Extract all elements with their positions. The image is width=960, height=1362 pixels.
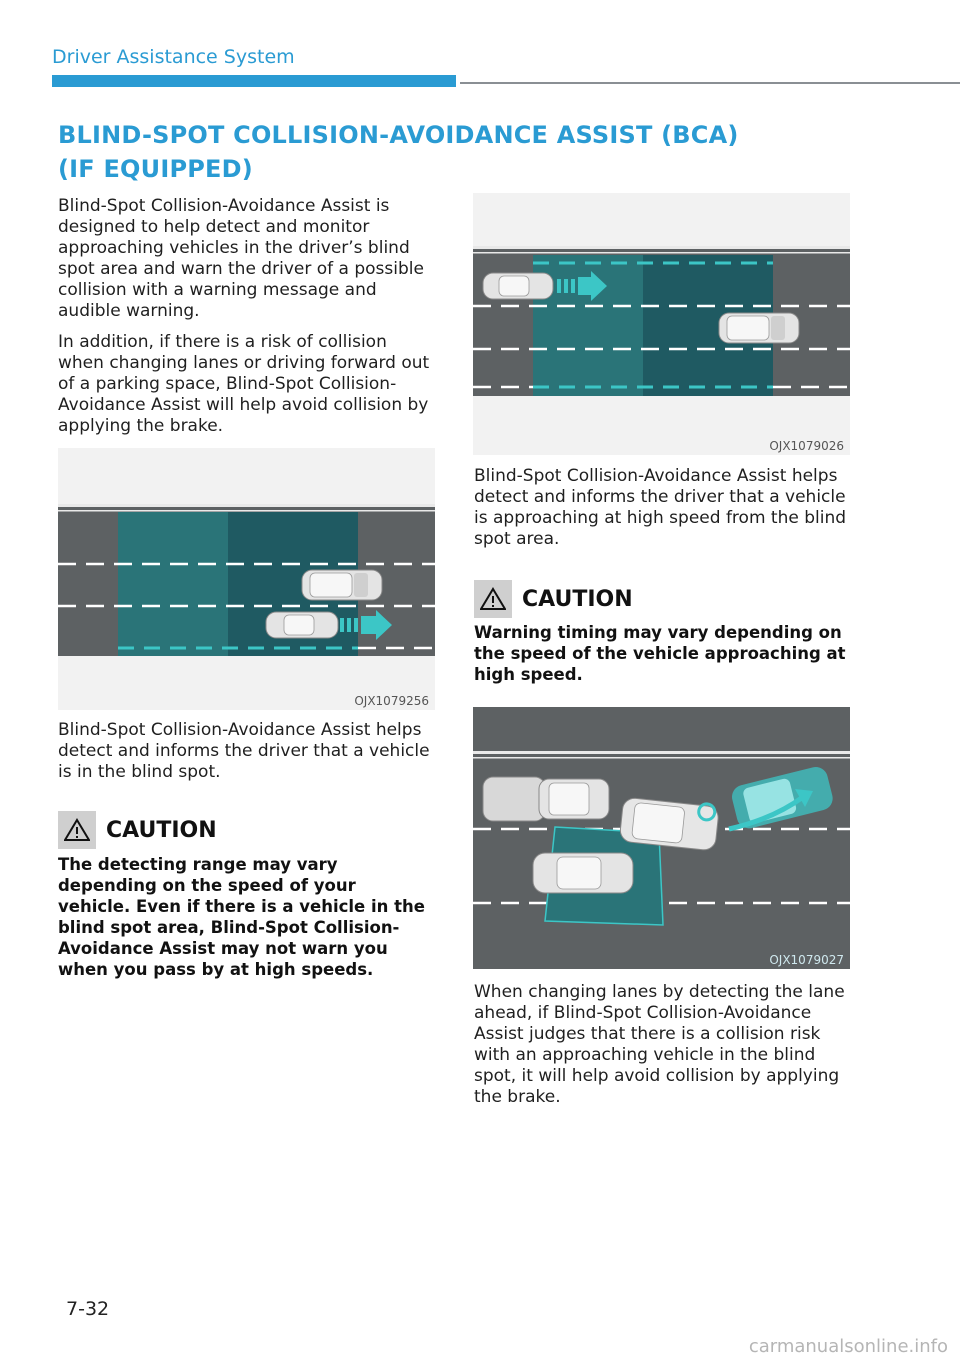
title-line-1: BLIND-SPOT COLLISION-AVOIDANCE ASSIST (BCA) [58,121,739,149]
caution-label: CAUTION [522,586,633,612]
figure-lane-change-braking [473,707,850,969]
title-line-2: (IF EQUIPPED) [58,155,253,183]
header-accent-bar [52,75,456,87]
section-header: Driver Assistance System [52,46,295,68]
figure-code: OJX1079026 [769,439,844,453]
figure-approaching-vehicle [473,193,850,455]
header-rule [460,82,960,84]
figure-code: OJX1079256 [354,694,429,708]
caution-text: The detecting range may vary depending on the speed of your vehicle. Even if there is a vehicle in the blind spot area, Blind-Spot Collision-Avoidance Assist may not warn you when you pass by at high speeds. [58,855,425,979]
page-number: 7-32 [66,1298,110,1320]
figure2-caption: Blind-Spot Collision-Avoidance Assist helps detect and informs the driver that a vehicle is approaching at high speed from the blind spot area. [474,466,847,549]
caution-label: CAUTION [106,817,217,843]
intro-paragraph: Blind-Spot Collision-Avoidance Assist is designed to help detect and monitor approaching vehicles in the driver’s blind spot area and warn the driver of a possible collision with a warning message and audible warning. [58,196,424,321]
figure-code: OJX1079027 [769,953,844,967]
page-title [58,118,818,186]
figure-lane-change-illustration [473,707,850,969]
figure1-caption: Blind-Spot Collision-Avoidance Assist helps detect and informs the driver that a vehicle is in the blind spot. [58,720,430,782]
figure-blind-spot-vehicle [58,448,435,710]
warning-triangle-icon [474,580,512,618]
figure-approaching-illustration [473,193,850,455]
warning-triangle-icon [58,811,96,849]
watermark: carmanualsonline.info [748,1336,948,1357]
figure3-caption: When changing lanes by detecting the lane ahead, if Blind-Spot Collision-Avoidance Assist judges that there is a collision risk with an approaching vehicle in the blind spot, it will help avoid collision by applying the brake. [474,982,845,1107]
caution-header [58,811,217,849]
figure-blind-spot-illustration [58,448,435,710]
brake-paragraph: In addition, if there is a risk of collision when changing lanes or driving forward out of a parking space, Blind-Spot Collision-Avoidance Assist will help avoid collision by applying the brake. [58,332,430,436]
caution-header [474,580,633,618]
caution-text: Warning timing may vary depending on the speed of the vehicle approaching at high speed. [474,623,846,684]
